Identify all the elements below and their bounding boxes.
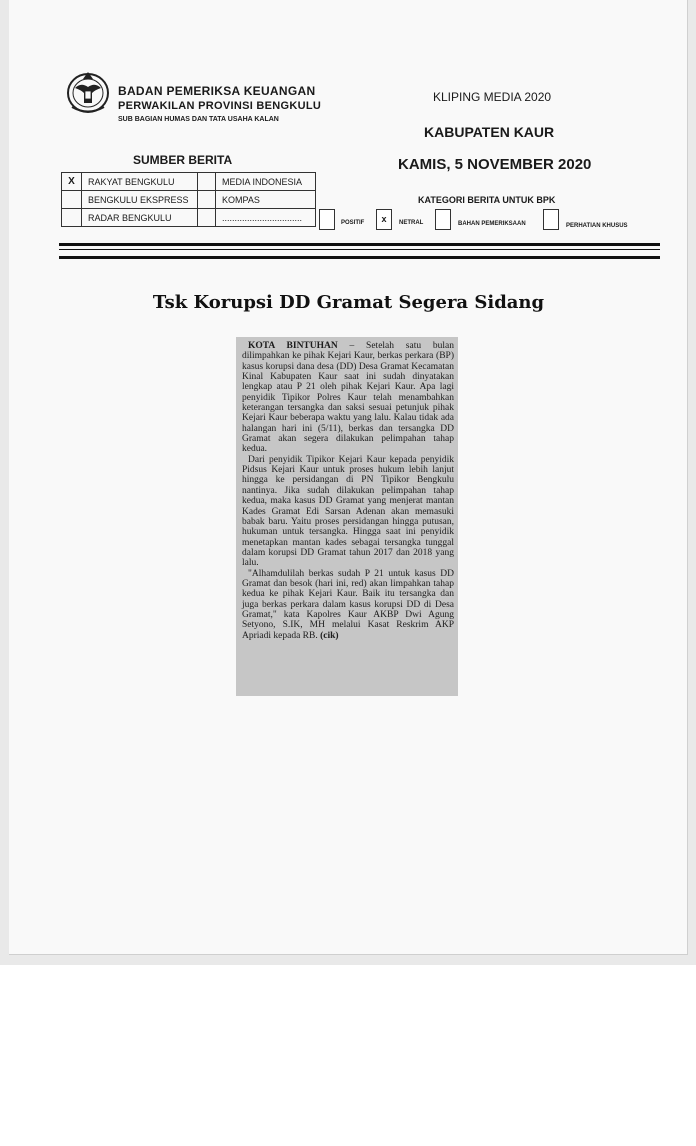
org-name: BADAN PEMERIKSA KEUANGAN	[118, 84, 316, 98]
article-paragraph: Dari penyidik Tipikor Kejari Kaur kepada penyidik Pidsus Kejari Kaur untuk proses hukum lebih lanjut hingga ke persidangan di PN Tipikor Bengkulu nantinya. Jika sudah dilakukan pelimpahan tahap kedua, maka kasus DD Gramat yang menjerat mantan Kades Gramat Edi Sarsan Adenan akan memasuki babak baru. Yaitu proses persidangan hingga putusan, hukuman untuk tersangka. Hingga saat ini penyidik menetapkan mantan kades sebagai tersangka tunggal dalam korupsi DD Gramat tahun 2017 dan 2018 yang lalu.	[242, 454, 454, 569]
sumber-berita-table	[61, 172, 316, 227]
article-signoff: (cik)	[320, 630, 339, 641]
org-division: SUB BAGIAN HUMAS DAN TATA USAHA KALAN	[118, 116, 279, 123]
source-checkbox	[198, 191, 216, 209]
source-name: MEDIA INDONESIA	[216, 173, 316, 191]
article-paragraph	[242, 341, 454, 455]
source-name: ................................	[216, 209, 316, 227]
kategori-title: KATEGORI BERITA UNTUK BPK	[418, 195, 556, 205]
sumber-berita-title: SUMBER BERITA	[133, 153, 233, 167]
news-clipping	[236, 337, 458, 696]
publication-date: KAMIS, 5 NOVEMBER 2020	[398, 156, 592, 173]
source-name: BENGKULU EKSPRESS	[82, 191, 198, 209]
region-title: KABUPATEN KAUR	[424, 124, 555, 140]
source-checkbox	[62, 191, 82, 209]
article-text: "Alhamdulilah berkas sudah P 21 untuk kasus DD Gramat dan besok (hari ini, red) akan limpahkan tahap kedua ke pihak Kejari Kaur. Baik itu tersangka dan juga berkas perkara dalam kasus korupsi DD di Desa Gramat," kata Kapolres Kaur AKBP Dwi Agung Setyono, S.IK, MH melalui Kasat Reskrim AKP Apriadi kepada RB.	[242, 568, 454, 641]
article-paragraph	[242, 569, 454, 641]
kategori-positif-label: POSITIF	[341, 220, 365, 226]
kliping-label: KLIPING MEDIA 2020	[433, 90, 552, 104]
table-row	[62, 173, 316, 191]
header-divider-thick	[59, 243, 660, 246]
kategori-perhatian-checkbox	[543, 209, 559, 230]
source-checkbox	[62, 209, 82, 227]
source-name: RADAR BENGKULU	[82, 209, 198, 227]
kategori-netral-checkbox: x	[376, 209, 392, 230]
garuda-emblem-icon	[64, 66, 112, 116]
source-name: KOMPAS	[216, 191, 316, 209]
kategori-positif-checkbox	[319, 209, 335, 230]
source-checkbox	[198, 209, 216, 227]
kategori-bahan-checkbox	[435, 209, 451, 230]
article-text: – Setelah satu bulan dilimpahkan ke pihak Kejari Kaur, berkas perkara (BP) kasus korupsi dana desa (DD) Desa Gramat Kecamatan Kinal Kabupaten Kaur saat ini sudah dinyatakan lengkap atau P 21 oleh pihak Kejari Kaur. Apa lagi penyidik Tipikor Polres Kaur telah menambahkan keterangan tersangka dan saksi sesuai petunjuk pihak Kejari Kaur beberapa waktu yang lalu. Kalau tidak ada halangan hari ini (5/11), berkas dan tersangka DD Gramat akan segera dilakukan pelimpahan tahap kedua.	[242, 341, 454, 455]
source-checkbox	[198, 173, 216, 191]
table-row	[62, 191, 316, 209]
org-subtitle: PERWAKILAN PROVINSI BENGKULU	[118, 100, 322, 112]
kategori-netral-label: NETRAL	[399, 220, 424, 226]
source-checkbox: X	[62, 173, 82, 191]
article-headline: Tsk Korupsi DD Gramat Segera Sidang	[152, 292, 545, 313]
article-dateline: KOTA BINTUHAN	[248, 341, 338, 351]
header-divider-thick	[59, 256, 660, 259]
kategori-bahan-label: BAHAN PEMERIKSAAN	[458, 221, 526, 227]
table-row	[62, 209, 316, 227]
header-divider-thin	[59, 249, 660, 250]
kategori-perhatian-label: PERHATIAN KHUSUS	[566, 223, 628, 229]
source-name: RAKYAT BENGKULU	[82, 173, 198, 191]
clipping-page	[9, 0, 688, 955]
